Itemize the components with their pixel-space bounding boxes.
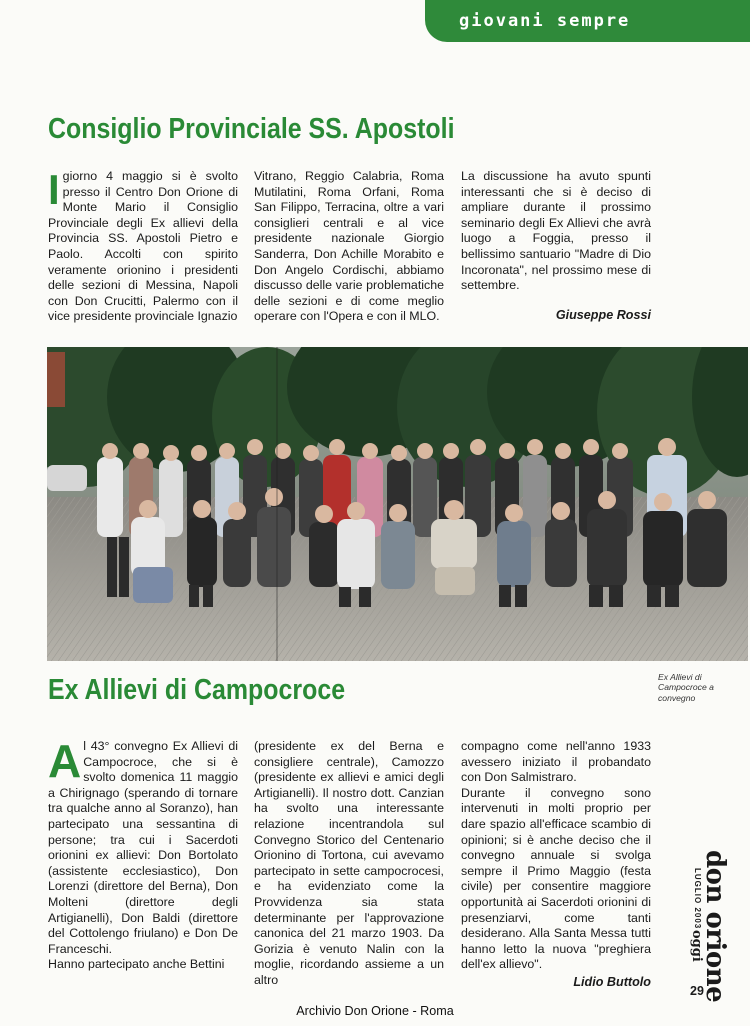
photo-caption: Ex Allievi di Campocroce a convegno — [658, 672, 714, 703]
group-photo-illustration — [47, 347, 748, 661]
article2-column-1 — [48, 735, 238, 973]
article2-author: Lidio Buttolo — [573, 974, 651, 989]
article2-col3-text-2: Durante il convegno sono intervenuti in molti proprio per dare spazio all'efficace scambio di opinioni; si è anche deciso che il convegno annuale si svolga sempre il Primo Maggio (festa civile) per consentire maggiore opportunità ai Sacerdoti orionini di presenziarvi, come tanti desiderano. Alla Santa Messa tutti hanno letto la nuova "preghiera dell'ex allievo". — [461, 785, 651, 972]
masthead-oggi: oggi — [689, 930, 704, 962]
masthead-issue: LUGLIO 2003 — [693, 868, 702, 930]
article1-column-1 — [48, 166, 238, 325]
section-tab: giovani sempre — [425, 0, 750, 42]
masthead-brand: don orione — [700, 850, 730, 1003]
page-number: 29 — [690, 984, 704, 998]
archive-footer: Archivio Don Orione - Roma — [296, 1004, 454, 1018]
article1-col3-text: La discussione ha avuto spunti interessanti che si è deciso di ampliare durante il prossimo seminario degli Ex Allievi che avrà luogo a Foggia, presso il bellissimo santuario "Madre di Dio Incoronata", nel prossimo mese di settembre. — [461, 169, 651, 293]
article2-column-2 — [254, 739, 444, 989]
article2-col2-text: (presidente ex del Berna e consigliere centrale), Camozzo (presidente ex allievi e amici degli Artigianelli). Il nostro dott. Canzian ha svolto una interessante relazione incentrandola sul Convegno Storico del Centenario Orionino di Tortona, cui avevamo partecipato in sette campocrocesi, e ha evidenziato come la Provvidenza sia stata determinante per l'approvazione canonica del 21 marzo 1903. Da Gorizia è venuto Nalin con la moglie, ricordando assieme a un altro — [254, 739, 444, 987]
group-photo — [47, 347, 748, 661]
article1-col2-text: Vitrano, Reggio Calabria, Roma Mutilatini, Roma Orfani, Roma San Filippo, Terracina, oltre a vari consiglieri centrali e al vice presidente nazionale Giorgio Sanderra, Don Achille Morabito e Don Angelo Cordischi, abbiamo discusso delle varie problematiche delle sezioni e di come meglio operare con l'Opera e con il MLO. — [254, 169, 444, 324]
article1-author: Giuseppe Rossi — [555, 307, 651, 322]
article2-col1-text-2: Hanno partecipato anche Bettini — [48, 957, 225, 972]
article2-column-3 — [461, 739, 651, 991]
article1-column-3 — [461, 169, 651, 323]
article1-title: Consiglio Provinciale SS. Apostoli — [48, 113, 455, 145]
article1-column-2 — [254, 169, 444, 325]
article2-col1-text: l 43° convegno Ex Allievi di Campocroce, che si è svolto domenica 11 maggio a Chirignago (sperando di tornare tra qualche anno al Soranzo), han partecipato una sessantina di persone; tra cui i Sacerdoti orionini ex allievi: Don Bortolato (assistente ecclesiastico), Don Lorenzi (direttore del Berna), Don Molteni (direttore degli Artigianelli), Don Baldi (direttore del Cottolengo friulano) e Don De Franceschi. — [48, 739, 238, 956]
article2-dropcap: A — [48, 735, 82, 787]
article1-dropcap: I — [48, 166, 60, 213]
article2-col3-text-1: compagno come nell'anno 1933 avessero iniziato il probandato con Don Salmistraro. — [461, 739, 651, 785]
article2-title: Ex Allievi di Campocroce — [48, 674, 346, 706]
article1-col1-text: giorno 4 maggio si è svolto presso il Centro Don Orione di Monte Mario il Consiglio Provinciale degli Ex allievi della Provincia SS. Apostoli Pietro e Paolo. Accolti con spirito veramente orionino i presidenti delle sezioni di Messina, Napoli con Don Crucitti, Palermo con il vice presidente provinciale Ignazio — [48, 169, 238, 324]
